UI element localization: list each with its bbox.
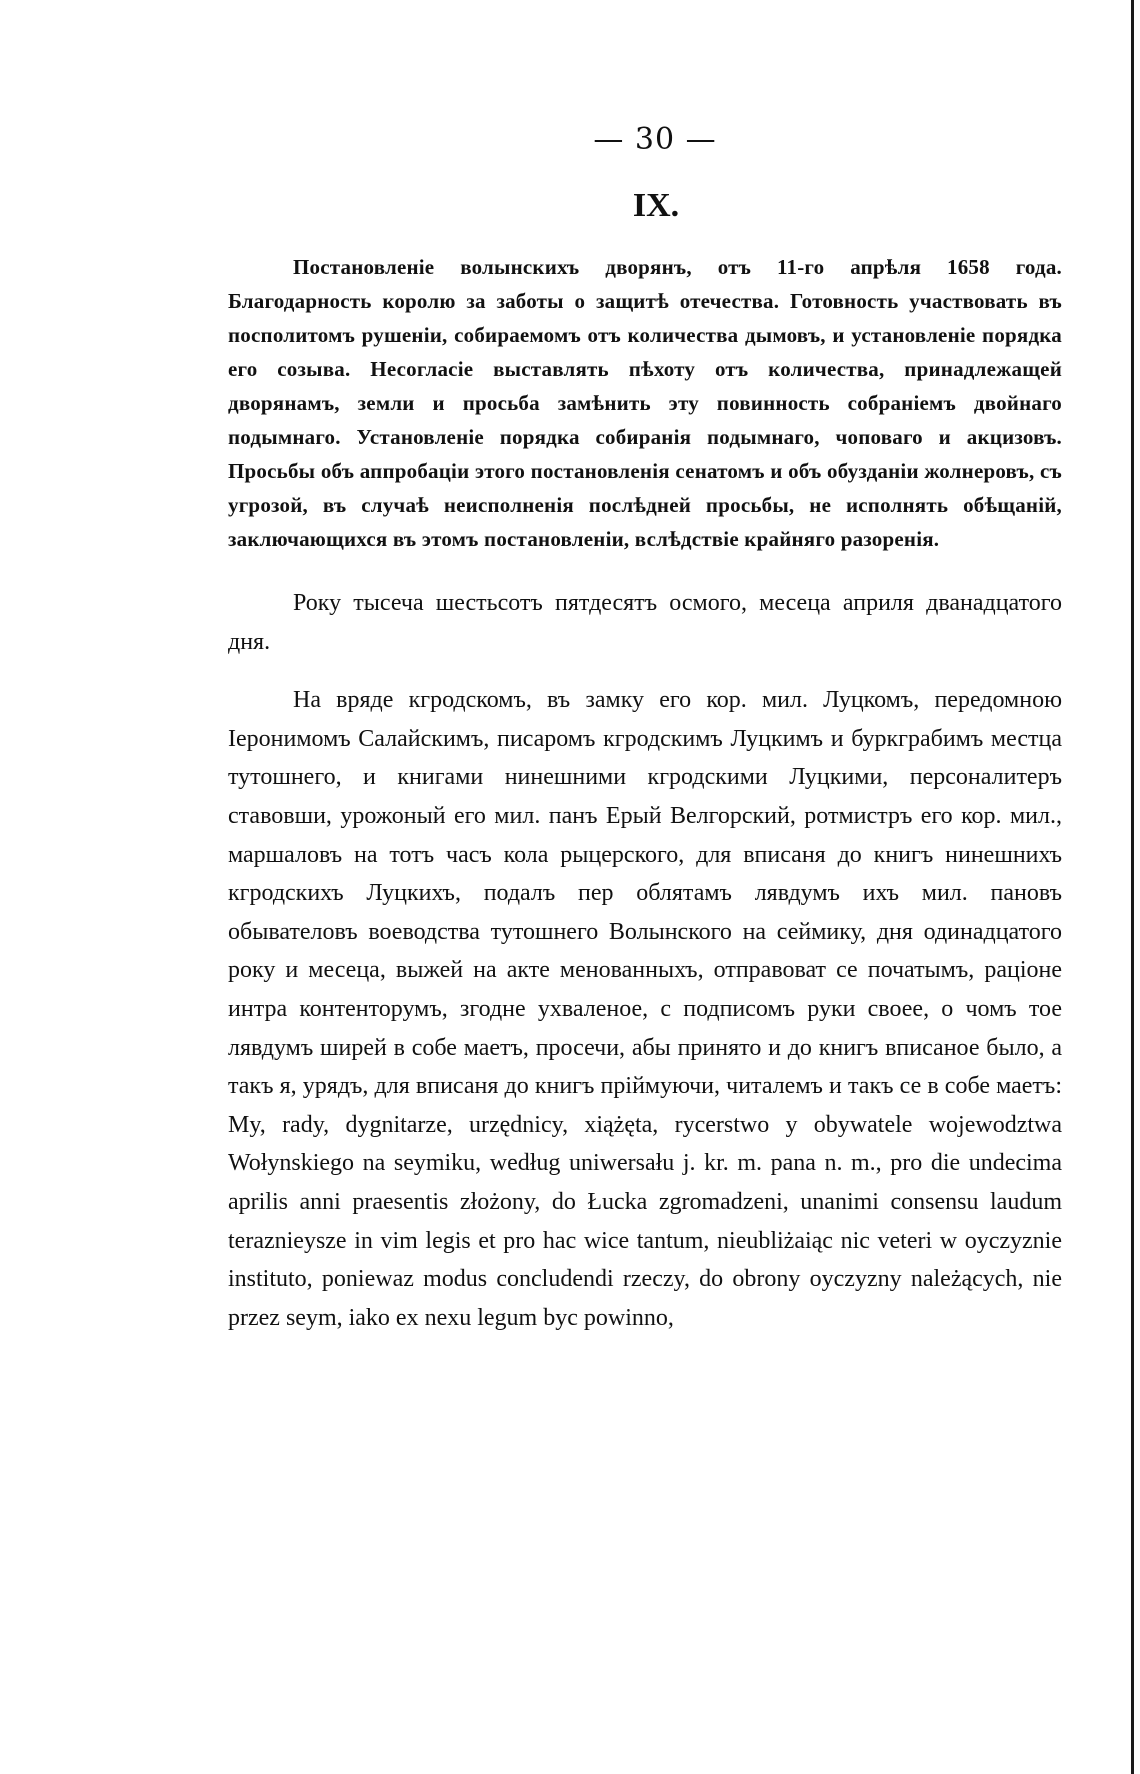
body-paragraph-main: На вряде кгродскомъ, въ замку его кор. мил. Луцкомъ, передомною Іеронимомъ Салайскимъ, писаромъ кгродскимъ Луцкимъ и буркграбимъ местца тутошнего, и книгами нинешними кгродскими Луцкими, персоналитеръ ставовши, урожоный его мил. панъ Ерый Велгорский, ротмистръ его кор. мил., маршаловъ на тотъ часъ кола рыцерского, для вписаня до книгъ нинешнихъ кгродскихъ Луцкихъ, подалъ пер облятамъ лявдумъ ихъ мил. пановъ обывателовъ воеводства тутошнего Волынского на сеймику, дня одинадцатого року и месеца, выжей на акте менованныхъ, отправоват се початымъ, раціоне интра контенторумъ, згодне ухваленое, с подписомъ руки своее, о чомъ тое лявдумъ ширей в собе маетъ, просечи, абы принято и до книгъ вписаное было, а такъ я, урядъ, для вписаня до книгъ пріймуючи, читалемъ и такъ се в собе маетъ: My, rady, dygnitarze, urzędnicy, xiążęta, rycerstwo y obywatele wojewodztwa Wołynskiego na seymiku, według uniwersału j. kr. m. pana n. m., pro die undecima aprilis anni praesentis złożony, do Łucka zgromadzeni, unanimi consensu laudum teraznieysze in vim legis et pro hac wice tantum, nieubliżaiąc nic veteri w oyczyznie instituto, poniewaz modus concludendi rzeczy, do obrony oyczyzny należących, nie przez seym, iako ex nexu legum byc powinno, [228,687,1062,1331]
page-spine-edge [1131,0,1134,1774]
page [228,120,1062,1357]
section-heading: IX. [632,187,680,224]
section-summary: Постановленіе волынскихъ дворянъ, отъ 11-го апрѣля 1658 года. Благодарность королю за заботы о защитѣ отечества. Готовность участвовать въ посполитомъ рушеніи, собираемомъ отъ количества дымовъ, и установленіе порядка его созыва. Несогласіе выставлять пѣхоту отъ количества, принадлежащей дворянамъ, земли и просьба замѣнить эту повинность собраніемъ двойнаго подымнаго. Установленіе порядка собиранія подымнаго, чоповаго и акцизовъ. Просьбы объ аппробаціи этого постановленія сенатомъ и объ обузданіи жолнеровъ, съ угрозой, въ случаѣ неисполненія послѣдней просьбы, не исполнять обѣщаній, заключающихся въ этомъ постановленіи, вслѣдствіе крайняго разоренія. [228,255,1062,551]
body-paragraph-date: Року тысеча шестьсотъ пятдесятъ осмого, месеца априля дванадцатого дня. [228,590,1062,655]
page-number: — 30 — [593,122,717,157]
